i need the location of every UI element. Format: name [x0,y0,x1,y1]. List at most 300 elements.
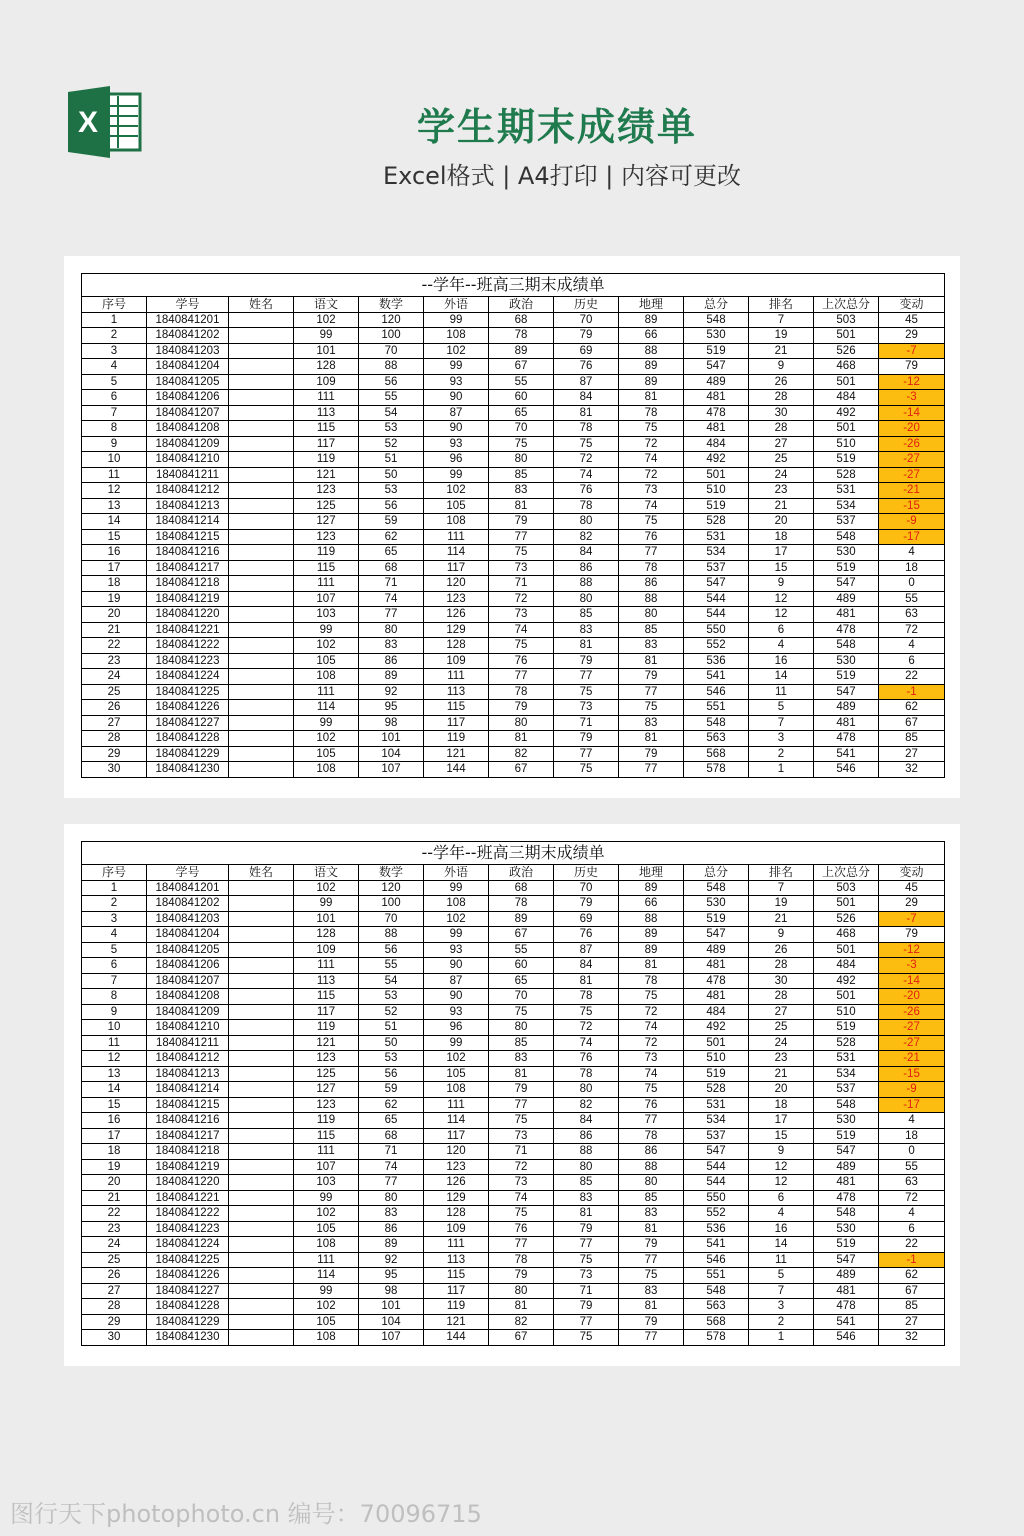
table-cell [229,1144,294,1160]
table-cell: 9 [749,576,814,592]
table-cell: 74 [489,1190,554,1206]
table-cell: -12 [879,942,945,958]
table-cell: 32 [879,762,945,778]
table-cell: 4 [82,927,147,943]
table-cell [229,1206,294,1222]
table-cell: 82 [489,1314,554,1330]
table-cell: -9 [879,514,945,530]
table-cell: 45 [879,312,945,328]
table-cell: 7 [82,973,147,989]
table-cell: 79 [489,700,554,716]
table-cell: 82 [554,529,619,545]
table-cell: 530 [684,328,749,344]
table-cell: 72 [619,1004,684,1020]
table-cell: 548 [684,312,749,328]
table-cell: 1840841215 [147,1097,229,1113]
table-cell: 28 [749,421,814,437]
table-row [82,1128,945,1144]
table-cell: 1840841221 [147,1190,229,1206]
table-cell: 72 [879,1190,945,1206]
table-cell: 88 [359,359,424,375]
table-cell: 12 [749,591,814,607]
table-cell: 534 [684,1113,749,1129]
table-cell: 28 [749,958,814,974]
column-header: 学号 [147,297,229,313]
table-cell: 79 [554,1299,619,1315]
table-cell: -14 [879,405,945,421]
table-header-row [82,297,945,313]
table-cell: 1840841214 [147,1082,229,1098]
table-cell: 29 [879,328,945,344]
table-row [82,1190,945,1206]
table-cell: 2 [749,1314,814,1330]
table-cell: 75 [554,762,619,778]
table-cell: 4 [82,359,147,375]
table-cell: 503 [814,312,879,328]
table-cell [229,973,294,989]
table-cell: 28 [82,1299,147,1315]
table-cell: 1840841203 [147,343,229,359]
table-cell: 501 [814,374,879,390]
table-cell: 1 [82,312,147,328]
table-cell: 62 [879,700,945,716]
table-cell: 7 [749,880,814,896]
table-cell: 83 [359,1206,424,1222]
table-cell: 70 [359,911,424,927]
table-cell: 53 [359,989,424,1005]
table-cell: 77 [619,1113,684,1129]
table-cell: 489 [684,942,749,958]
table-row [82,514,945,530]
table-cell: 547 [814,1252,879,1268]
table-cell: 121 [294,1035,359,1051]
table-cell: 78 [554,1066,619,1082]
table-cell: 73 [619,483,684,499]
table-cell: 88 [619,591,684,607]
table-cell: 80 [489,1020,554,1036]
table-cell: -1 [879,1252,945,1268]
table-cell: 66 [619,328,684,344]
table-cell: 489 [814,1159,879,1175]
table-row [82,1004,945,1020]
table-cell [229,390,294,406]
table-cell: 79 [619,746,684,762]
table-cell: 510 [814,1004,879,1020]
table-cell: 108 [424,896,489,912]
table-cell: 53 [359,483,424,499]
table-cell: 12 [749,607,814,623]
table-cell: 1840841222 [147,1206,229,1222]
table-cell: 121 [424,1314,489,1330]
table-cell: 550 [684,622,749,638]
table-row [82,1159,945,1175]
table-cell: 89 [619,927,684,943]
table-row [82,343,945,359]
table-row [82,880,945,896]
table-cell: 128 [294,927,359,943]
table-cell: 95 [359,1268,424,1284]
table-row [82,452,945,468]
table-cell: 68 [359,1128,424,1144]
table-cell: 105 [294,653,359,669]
table-row [82,942,945,958]
table-cell: 74 [619,1020,684,1036]
table-cell: 109 [424,653,489,669]
table-cell: 26 [82,700,147,716]
table-cell: 537 [814,514,879,530]
table-cell: -14 [879,973,945,989]
table-cell: 544 [684,1175,749,1191]
table-cell: 528 [684,514,749,530]
table-cell: 107 [294,591,359,607]
table-cell: 60 [489,958,554,974]
table-cell [229,1035,294,1051]
table-cell: 119 [424,1299,489,1315]
table-cell: 26 [82,1268,147,1284]
table-cell [229,514,294,530]
table-cell: 81 [489,1299,554,1315]
table-cell: 12 [749,1175,814,1191]
table-cell: 519 [684,1066,749,1082]
table-cell: 29 [879,896,945,912]
table-cell: 536 [684,653,749,669]
table-cell: 93 [424,374,489,390]
table-cell: 59 [359,514,424,530]
table-cell: 98 [359,715,424,731]
table-cell: 81 [554,1206,619,1222]
table-cell: 86 [359,653,424,669]
column-header: 总分 [684,297,749,313]
table-cell: 89 [489,343,554,359]
table-cell: 9 [82,1004,147,1020]
table-cell: 123 [294,1097,359,1113]
table-cell: 519 [684,911,749,927]
table-cell: -15 [879,498,945,514]
table-cell: 484 [684,436,749,452]
table-cell: 568 [684,1314,749,1330]
table-cell: 75 [619,1268,684,1284]
table-row [82,638,945,654]
table-cell: 1840841228 [147,1299,229,1315]
table-cell: 111 [294,1252,359,1268]
table-cell: 548 [814,638,879,654]
table-cell: 19 [82,591,147,607]
table-cell: 120 [424,1144,489,1160]
table-cell: 77 [489,1237,554,1253]
table-cell [229,1066,294,1082]
table-cell: 50 [359,467,424,483]
table-cell: 88 [554,576,619,592]
table-cell [229,452,294,468]
table-cell: 87 [554,942,619,958]
table-cell: 1840841207 [147,405,229,421]
table-cell: 30 [82,1330,147,1346]
table-cell: 52 [359,436,424,452]
table-cell: 78 [554,498,619,514]
table-cell: 55 [359,390,424,406]
table-cell: 117 [294,1004,359,1020]
table-cell: 78 [554,989,619,1005]
table-row [82,421,945,437]
table-cell: 89 [619,374,684,390]
table-cell: 102 [294,312,359,328]
table-cell: 1840841208 [147,989,229,1005]
table-cell: 25 [749,1020,814,1036]
table-cell: 80 [554,591,619,607]
table-cell: 22 [82,1206,147,1222]
table-cell: 501 [684,467,749,483]
table-cell: 99 [294,622,359,638]
table-cell: 76 [554,359,619,375]
table-cell: -20 [879,421,945,437]
table-cell: 80 [554,514,619,530]
table-cell: 70 [554,312,619,328]
table-cell: 16 [749,653,814,669]
table-cell: -26 [879,1004,945,1020]
table-cell: 81 [619,390,684,406]
table-cell: 67 [489,927,554,943]
table-cell: 88 [619,343,684,359]
table-row [82,405,945,421]
table-cell: 501 [814,421,879,437]
table-cell [229,896,294,912]
table-cell: 6 [749,622,814,638]
table-cell: 501 [684,1035,749,1051]
table-cell: 84 [554,958,619,974]
table-cell: 67 [879,1283,945,1299]
table-cell: 79 [619,669,684,685]
table-cell: 63 [879,607,945,623]
table-cell: 85 [554,1175,619,1191]
table-cell: 90 [424,390,489,406]
table-cell: 73 [619,1051,684,1067]
table-cell: 4 [879,1113,945,1129]
table-cell: 89 [619,312,684,328]
table-cell: 128 [424,1206,489,1222]
table-cell: 89 [489,911,554,927]
table-cell: 534 [814,498,879,514]
table-cell: 109 [294,374,359,390]
table-cell: 84 [554,390,619,406]
table-cell: 72 [554,1020,619,1036]
table-cell: 547 [684,1144,749,1160]
table-row [82,1221,945,1237]
table-cell: 3 [82,911,147,927]
table-cell: 89 [359,669,424,685]
table-cell: 21 [749,343,814,359]
table-cell: 22 [879,669,945,685]
table-cell [229,1159,294,1175]
table-row [82,927,945,943]
table-cell: 526 [814,343,879,359]
table-cell: 11 [749,1252,814,1268]
table-cell: 99 [294,896,359,912]
table-cell [229,1221,294,1237]
table-cell: 60 [489,390,554,406]
table-cell: 11 [749,684,814,700]
table-cell: -21 [879,1051,945,1067]
column-header: 变动 [879,297,945,313]
table-cell: 83 [359,638,424,654]
table-cell [229,1020,294,1036]
table-cell: 67 [879,715,945,731]
table-cell: 546 [684,1252,749,1268]
table-cell: 1840841211 [147,467,229,483]
table-cell: 77 [359,607,424,623]
table-cell: 550 [684,1190,749,1206]
table-cell: 23 [749,1051,814,1067]
table-cell [229,1299,294,1315]
table-cell: 519 [684,343,749,359]
table-cell: 6 [82,958,147,974]
table-cell: 119 [424,731,489,747]
table-cell: 70 [489,989,554,1005]
table-cell: 578 [684,1330,749,1346]
table-cell [229,529,294,545]
table-cell: 548 [684,880,749,896]
table-cell: 99 [424,467,489,483]
table-cell: 128 [294,359,359,375]
table-cell: 14 [82,514,147,530]
table-cell: 120 [359,880,424,896]
column-header: 政治 [489,297,554,313]
table-cell: 541 [814,746,879,762]
table-cell: 99 [294,328,359,344]
table-cell: 99 [294,1283,359,1299]
column-header: 排名 [749,865,814,881]
table-cell: 489 [814,700,879,716]
table-cell: -27 [879,1035,945,1051]
table-cell: -9 [879,1082,945,1098]
table-cell: 79 [489,514,554,530]
table-cell: 526 [814,911,879,927]
table-cell: 1840841206 [147,390,229,406]
table-cell: -7 [879,343,945,359]
table-cell: 20 [749,1082,814,1098]
table-cell: 1840841204 [147,927,229,943]
table-cell: 50 [359,1035,424,1051]
table-cell: 73 [489,560,554,576]
table-cell: 80 [489,452,554,468]
table-cell: 544 [684,607,749,623]
table-cell: 115 [424,700,489,716]
table-cell: 23 [82,1221,147,1237]
table-cell: 105 [294,746,359,762]
grade-table [81,273,945,778]
table-cell: 75 [554,1252,619,1268]
table-cell: 63 [879,1175,945,1191]
table-cell: 101 [294,911,359,927]
table-cell: 30 [749,973,814,989]
table-cell: 1840841220 [147,1175,229,1191]
table-cell [229,560,294,576]
table-cell [229,467,294,483]
table-cell: 119 [294,452,359,468]
table-cell: 80 [359,622,424,638]
table-cell: 481 [814,1283,879,1299]
table-cell [229,927,294,943]
table-cell: 23 [749,483,814,499]
table-cell: 56 [359,1066,424,1082]
table-cell: 102 [294,731,359,747]
table-cell: 75 [619,514,684,530]
table-row [82,1299,945,1315]
table-cell: 1840841201 [147,880,229,896]
table-cell: 74 [489,622,554,638]
table-cell: 24 [82,1237,147,1253]
table-cell: 21 [82,1190,147,1206]
table-cell [229,622,294,638]
table-cell: 92 [359,1252,424,1268]
table-cell: 478 [684,405,749,421]
table-cell: 75 [554,1330,619,1346]
table-cell: 468 [814,927,879,943]
table-cell: 77 [619,762,684,778]
table-cell: 531 [814,1051,879,1067]
table-cell: 144 [424,1330,489,1346]
table-cell: 1840841223 [147,1221,229,1237]
table-cell: 25 [82,1252,147,1268]
table-cell: 501 [814,989,879,1005]
table-cell: 79 [554,328,619,344]
table-cell: 77 [554,1314,619,1330]
table-cell: 125 [294,498,359,514]
table-cell: 102 [424,483,489,499]
column-header: 序号 [82,865,147,881]
table-cell: 71 [359,576,424,592]
table-cell: 6 [82,390,147,406]
table-cell: 101 [359,1299,424,1315]
table-row [82,731,945,747]
table-cell: 117 [424,715,489,731]
table-cell: 13 [82,1066,147,1082]
table-cell: 28 [749,390,814,406]
table-cell: 117 [424,1128,489,1144]
table-cell: 9 [749,359,814,375]
table-cell: 72 [879,622,945,638]
table-cell: 547 [684,927,749,943]
table-cell: 25 [82,684,147,700]
table-row [82,591,945,607]
table-cell: 4 [879,638,945,654]
table-row [82,896,945,912]
table-cell: 17 [82,560,147,576]
table-cell: 84 [554,1113,619,1129]
table-cell: 1840841205 [147,942,229,958]
table-cell: 90 [424,989,489,1005]
table-cell: 503 [814,880,879,896]
table-cell [229,328,294,344]
table-cell [229,607,294,623]
table-cell: 1840841220 [147,607,229,623]
table-cell [229,1268,294,1284]
table-cell: 83 [619,1206,684,1222]
table-cell: 27 [749,1004,814,1020]
table-cell: 20 [749,514,814,530]
table-cell: 65 [489,405,554,421]
table-cell: -26 [879,436,945,452]
table-title: --学年--班高三期末成绩单 [82,842,945,865]
table-cell: 541 [684,669,749,685]
table-cell: 77 [489,1097,554,1113]
table-cell: 478 [814,1299,879,1315]
table-cell: 77 [554,746,619,762]
table-cell: 93 [424,942,489,958]
table-cell: 76 [619,1097,684,1113]
table-cell: 484 [814,958,879,974]
table-cell: 84 [554,545,619,561]
table-cell: 113 [294,405,359,421]
